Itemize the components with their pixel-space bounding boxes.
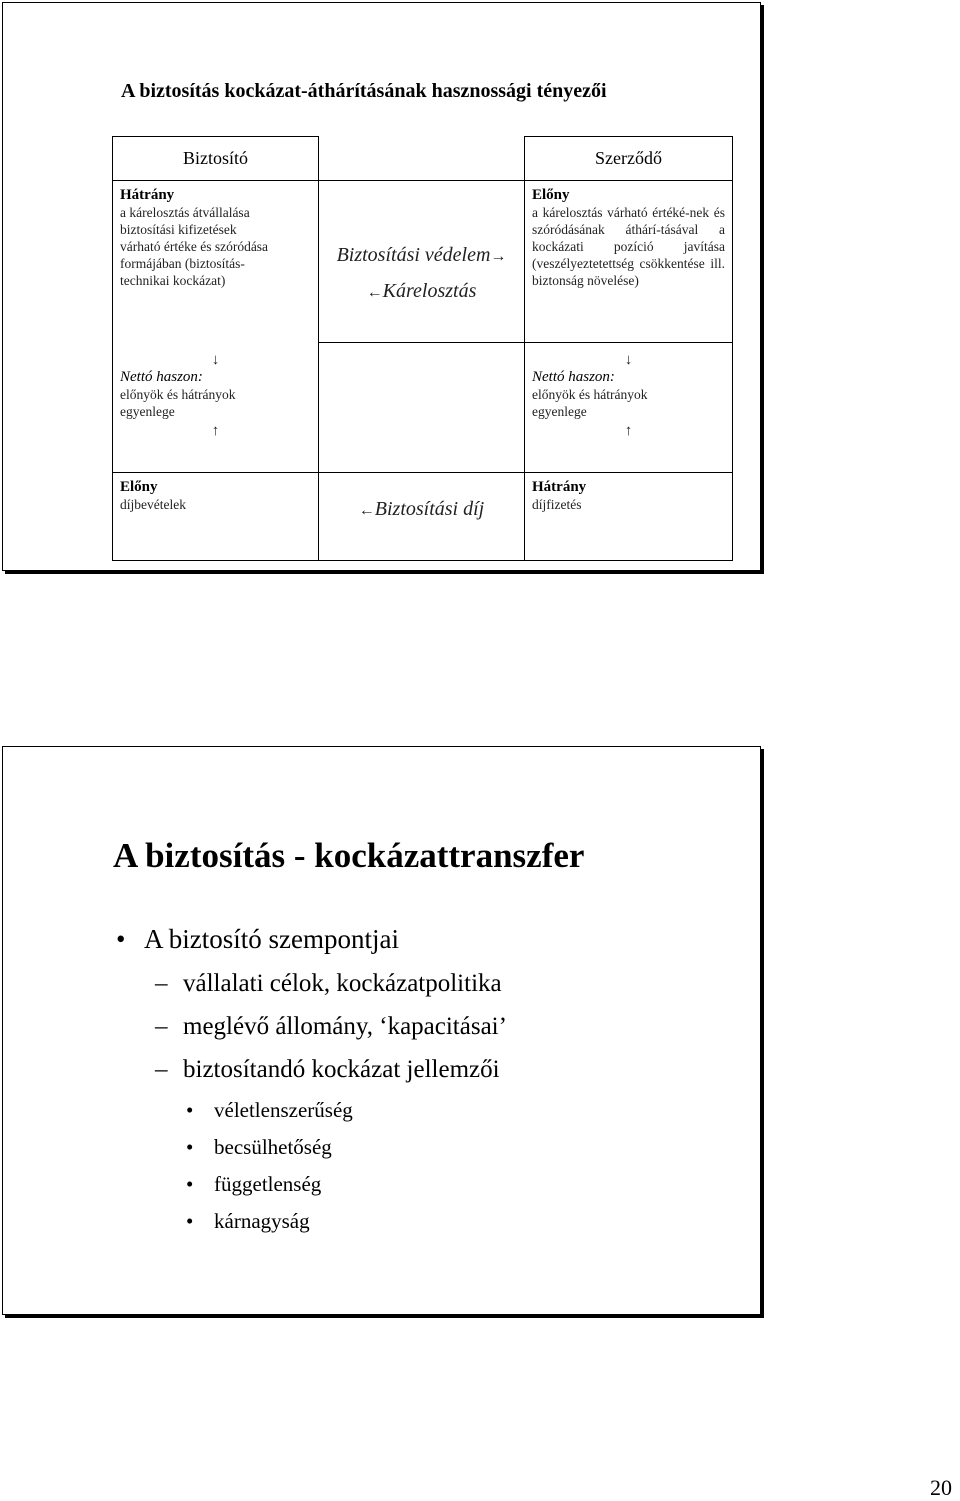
arrow-left-icon: ←: [358, 502, 375, 519]
loss-distribution-label: Kárelosztás: [382, 280, 477, 302]
arrow-down-icon: ↓: [211, 351, 220, 368]
sub-sub-item-text: véletlenszerűség: [214, 1098, 353, 1122]
net-right-line1: előnyök és hátrányok: [532, 387, 648, 402]
dash-icon: –: [155, 970, 168, 997]
right-disadvantage-text: díjfizetés: [532, 497, 582, 512]
arrow-left-icon: ←: [366, 284, 383, 301]
utility-table: [112, 136, 733, 561]
premium-label: Biztosítási díj: [374, 498, 485, 520]
sub-item: [155, 970, 502, 998]
right-disadvantage-heading: Hátrány: [532, 479, 587, 495]
arrow-right-icon: →: [490, 248, 507, 265]
sub-sub-item: [186, 1172, 321, 1197]
right-disadvantage-cell: [525, 473, 733, 561]
right-advantage-heading: Előny: [532, 187, 570, 203]
sub-sub-item-text: becsülhetőség: [214, 1135, 332, 1159]
arrow-up-icon: ↑: [211, 422, 220, 439]
left-disadvantage-line: várható értéke és szóródása: [120, 239, 269, 254]
sub-sub-item: [186, 1209, 310, 1234]
dash-icon: –: [155, 1056, 168, 1083]
middle-bottom-cell: [319, 473, 525, 561]
net-left-heading: Nettó haszon:: [120, 368, 203, 385]
net-right-line2: egyenlege: [532, 404, 587, 419]
bullet-icon: •: [186, 1209, 194, 1233]
page-number: 20: [930, 1475, 952, 1500]
right-advantage-text: a kárelosztás várható értéké-nek és szóródásának áthárí-tásával a kockázati pozíció javítása (veszélyeztetettség csökkentése ill. biztonság növelése): [532, 205, 725, 288]
bullet-icon: •: [116, 924, 126, 954]
dash-icon: –: [155, 1013, 168, 1040]
bullet-text: A biztosító szempontjai: [144, 924, 399, 954]
right-advantage-cell: [525, 181, 733, 343]
slide1-title: A biztosítás kockázat-áthárításának hasznossági tényezői: [121, 80, 607, 102]
header-szerzodo: Szerződő: [525, 137, 733, 181]
middle-net-empty: [319, 343, 525, 473]
sub-item-text: biztosítandó kockázat jellemzői: [183, 1056, 500, 1083]
sub-item-text: vállalati célok, kockázatpolitika: [183, 970, 502, 997]
left-advantage-heading: Előny: [120, 479, 158, 495]
slide2-title: A biztosítás - kockázattranszfer: [113, 836, 585, 875]
sub-item-text: meglévő állomány, ‘kapacitásai’: [183, 1013, 507, 1040]
sub-sub-item: [186, 1135, 332, 1160]
protection-label: Biztosítási védelem: [336, 244, 491, 266]
bullet-icon: •: [186, 1135, 194, 1159]
left-disadvantage-heading: Hátrány: [120, 187, 175, 203]
sub-item: [155, 1013, 507, 1041]
bullet-icon: •: [186, 1098, 194, 1122]
left-disadvantage-line: biztosítási kifizetések: [120, 222, 237, 237]
header-biztosito: Biztosító: [113, 137, 319, 181]
sub-item: [155, 1056, 500, 1084]
left-disadvantage-line: formájában (biztosítás-: [120, 256, 245, 271]
sub-sub-item: [186, 1098, 353, 1123]
bullet-icon: •: [186, 1172, 194, 1196]
left-advantage-cell: [113, 473, 319, 561]
middle-top-cell: [319, 181, 525, 343]
sub-sub-item-text: függetlenség: [214, 1172, 322, 1196]
header-middle-empty: [319, 137, 525, 181]
net-right-cell: [525, 343, 733, 473]
net-left-cell: [113, 343, 319, 473]
left-disadvantage-line: a kárelosztás átvállalása: [120, 205, 250, 220]
left-disadvantage-cell: [113, 181, 319, 343]
net-left-line1: előnyök és hátrányok: [120, 386, 236, 402]
bullet-item: [116, 924, 399, 955]
sub-sub-item-text: kárnagyság: [214, 1209, 310, 1233]
net-left-line2: egyenlege: [120, 403, 175, 419]
net-right-heading: Nettó haszon:: [532, 369, 615, 385]
arrow-up-icon: ↑: [624, 423, 633, 439]
arrow-down-icon: ↓: [624, 352, 633, 368]
left-disadvantage-line: technikai kockázat): [120, 273, 226, 288]
left-advantage-text: díjbevételek: [120, 497, 186, 512]
